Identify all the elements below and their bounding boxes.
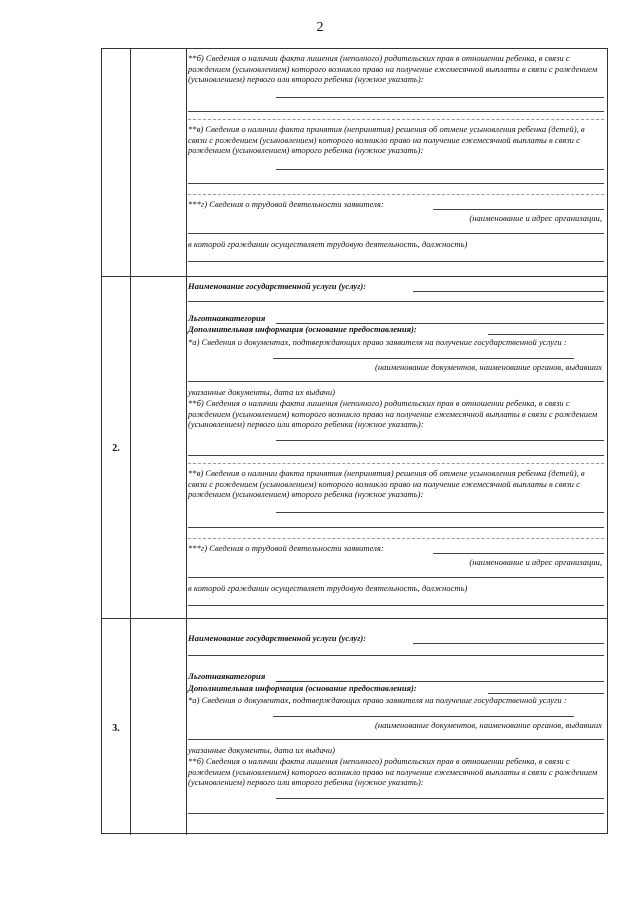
documents-tail: указанные документы, дата их выдачи) xyxy=(188,387,336,397)
answer-line[interactable] xyxy=(188,301,604,302)
answer-line[interactable] xyxy=(188,111,604,112)
blank-cell xyxy=(130,277,187,619)
organization-hint: (наименование и адрес организации, xyxy=(469,557,602,567)
category-label: Льготнаякатегория xyxy=(188,671,266,681)
answer-line[interactable] xyxy=(276,798,604,799)
number-cell xyxy=(102,619,131,835)
content-cell xyxy=(188,619,604,835)
category-label: Льготнаякатегория xyxy=(188,313,266,323)
table-row-3 xyxy=(102,618,607,835)
documents-hint: (наименование документов, наименование органов, выдавших xyxy=(375,720,602,730)
answer-line[interactable] xyxy=(276,169,604,170)
page-number: 2 xyxy=(316,20,324,35)
service-field[interactable] xyxy=(413,643,604,644)
blank-cell xyxy=(130,619,187,835)
answer-line[interactable] xyxy=(276,512,604,513)
row-number: 3. xyxy=(112,723,120,734)
extra-info-field[interactable] xyxy=(488,334,604,335)
organization-hint: (наименование и адрес организации, xyxy=(469,213,602,223)
table-row-2 xyxy=(102,276,607,619)
documents-text: *а) Сведения о документах, подтверждающих право заявителя на получение государственной услуги : xyxy=(188,337,567,347)
employment-tail: в которой гражданин осуществляет трудовую деятельность, должность) xyxy=(188,583,468,593)
service-field[interactable] xyxy=(413,291,604,292)
category-field[interactable] xyxy=(276,681,604,682)
answer-line[interactable] xyxy=(188,813,604,814)
blank-cell xyxy=(130,49,187,277)
content-cell xyxy=(188,49,604,277)
answer-line[interactable] xyxy=(188,605,604,606)
divider xyxy=(188,194,604,195)
answer-line[interactable] xyxy=(433,209,604,210)
employment-text: ***г) Сведения о трудовой деятельности заявителя: xyxy=(188,543,384,553)
divider xyxy=(188,119,604,120)
answer-line[interactable] xyxy=(188,655,604,656)
documents-hint: (наименование документов, наименование органов, выдавших xyxy=(375,362,602,372)
parental-rights-text: **б) Сведения о наличии факта лишения (неполного) родительских прав в отношении ребенка, в связи с рождением (усыновлением) которого возникло право на получение ежемесячной выплаты в связи с рождением (усыновлением) первого или второго ребенка (нужное указать): xyxy=(188,398,598,430)
employment-tail: в которой гражданин осуществляет трудовую деятельность, должность) xyxy=(188,239,468,249)
answer-line[interactable] xyxy=(188,183,604,184)
answer-line[interactable] xyxy=(188,527,604,528)
divider xyxy=(188,463,604,464)
parental-rights-text: **б) Сведения о наличии факта лишения (неполного) родительских прав в отношении ребенка, в связи с рождением (усыновлением) которого возникло право на получение ежемесячной выплаты в связи с рождением (усыновлением) первого или второго ребенка (нужное указать): xyxy=(188,756,598,788)
answer-line[interactable] xyxy=(276,440,604,441)
answer-line[interactable] xyxy=(188,455,604,456)
answer-line[interactable] xyxy=(276,97,604,98)
answer-line[interactable] xyxy=(188,261,604,262)
service-label: Наименование государственной услуги (услуг): xyxy=(188,633,367,643)
number-cell xyxy=(102,49,131,277)
documents-tail: указанные документы, дата их выдачи) xyxy=(188,745,336,755)
content-cell xyxy=(188,277,604,619)
answer-line[interactable] xyxy=(188,233,604,234)
answer-line[interactable] xyxy=(433,553,604,554)
parental-rights-text: **б) Сведения о наличии факта лишения (неполного) родительских прав в отношении ребенка, в связи с рождением (усыновлением) которого возникло право на получение ежемесячной выплаты в связи с рождением (усыновлением) первого или второго ребенка (нужное указать): xyxy=(188,53,598,85)
answer-line[interactable] xyxy=(188,381,604,382)
adoption-text: **в) Сведения о наличии факта принятия (непринятия) решения об отмене усыновления ребенка (детей), в связи с рождением (усыновлением) которого возникло право на получение ежемесячной выплаты в связи с рождением (усыновлением) второго ребенка (нужное указать): xyxy=(188,468,585,500)
row-number: 2. xyxy=(112,443,120,454)
documents-field[interactable] xyxy=(273,716,574,717)
service-label: Наименование государственной услуги (услуг): xyxy=(188,281,367,291)
answer-line[interactable] xyxy=(188,577,604,578)
answer-line[interactable] xyxy=(188,739,604,740)
adoption-text: **в) Сведения о наличии факта принятия (непринятия) решения об отмене усыновления ребенка (детей), в связи с рождением (усыновлением) которого возникло право на получение ежемесячной выплаты в связи с рождением (усыновлением) второго ребенка (нужное указать): xyxy=(188,124,585,156)
form-table xyxy=(101,48,608,834)
extra-info-label: Дополнительная информация (основание предоставления): xyxy=(188,683,417,693)
extra-info-label: Дополнительная информация (основание предоставления): xyxy=(188,324,417,334)
extra-info-field[interactable] xyxy=(488,693,604,694)
table-row-1 xyxy=(102,48,607,277)
employment-text: ***г) Сведения о трудовой деятельности заявителя: xyxy=(188,199,384,209)
divider xyxy=(188,538,604,539)
documents-text: *а) Сведения о документах, подтверждающих право заявителя на получение государственной услуги : xyxy=(188,695,567,705)
number-cell xyxy=(102,277,131,619)
documents-field[interactable] xyxy=(273,358,574,359)
